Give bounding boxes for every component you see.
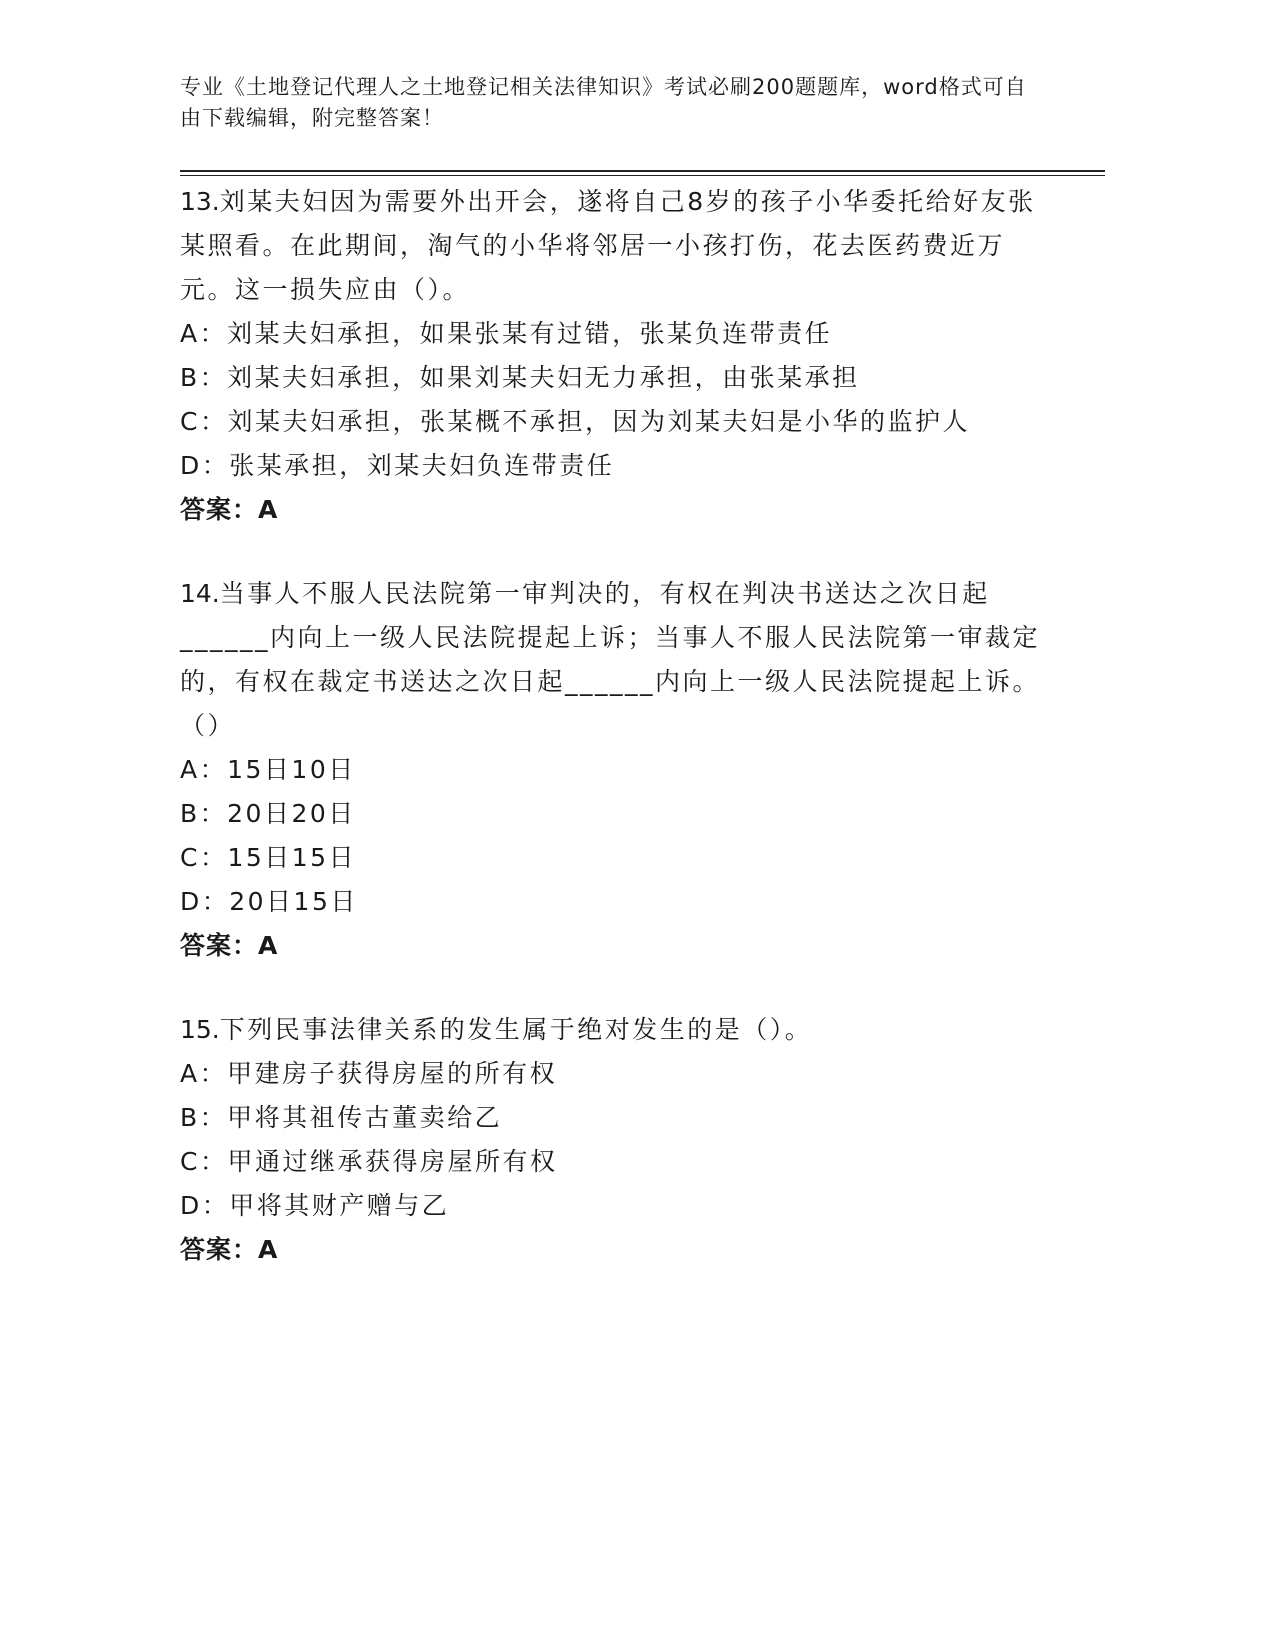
header-divider-thick: [180, 170, 1105, 172]
question-15: [180, 1008, 1040, 1272]
option-c: C：甲通过继承获得房屋所有权: [180, 1147, 558, 1176]
option-c: C：刘某夫妇承担，张某概不承担，因为刘某夫妇是小华的监护人: [180, 407, 970, 436]
question-text: 刘某夫妇因为需要外出开会，遂将自己8岁的孩子小华委托给好友张某照看。在此期间，淘气的小华将邻居一小孩打伤，花去医药费近万元。这一损失应由（）。: [180, 187, 1036, 304]
answer: 答案：A: [180, 1235, 279, 1264]
option-d: D：20日15日: [180, 887, 358, 916]
option-a: A：刘某夫妇承担，如果张某有过错，张某负连带责任: [180, 319, 833, 348]
question-stem: [180, 572, 1040, 748]
question-13: [180, 180, 1040, 532]
question-stem: [180, 1008, 1040, 1052]
option-a: A：甲建房子获得房屋的所有权: [180, 1059, 558, 1088]
option-a: A：15日10日: [180, 755, 356, 784]
option-b: B：甲将其祖传古董卖给乙: [180, 1103, 503, 1132]
question-number: 14.: [180, 579, 220, 608]
question-14: [180, 572, 1040, 968]
answer: 答案：A: [180, 931, 279, 960]
question-stem: [180, 180, 1040, 312]
header-text: 专业《土地登记代理人之土地登记相关法律知识》考试必刷200题题库，word格式可自由下载编辑，附完整答案！: [180, 75, 1027, 130]
option-b: B：刘某夫妇承担，如果刘某夫妇无力承担，由张某承担: [180, 363, 860, 392]
question-text: 下列民事法律关系的发生属于绝对发生的是（）。: [219, 1015, 813, 1044]
header-divider-thin: [180, 175, 1105, 176]
question-number: 15.: [180, 1015, 220, 1044]
option-b: B：20日20日: [180, 799, 356, 828]
document-header: [180, 72, 1040, 134]
option-c: C：15日15日: [180, 843, 357, 872]
option-d: D：张某承担，刘某夫妇负连带责任: [180, 451, 615, 480]
option-d: D：甲将其财产赠与乙: [180, 1191, 450, 1220]
question-text: 当事人不服人民法院第一审判决的，有权在判决书送达之次日起______内向上一级人民法院提起上诉；当事人不服人民法院第一审裁定的，有权在裁定书送达之次日起______内向上一级人民法院提起上诉。（）: [180, 579, 1041, 740]
answer: 答案：A: [180, 495, 279, 524]
question-number: 13.: [180, 187, 220, 216]
